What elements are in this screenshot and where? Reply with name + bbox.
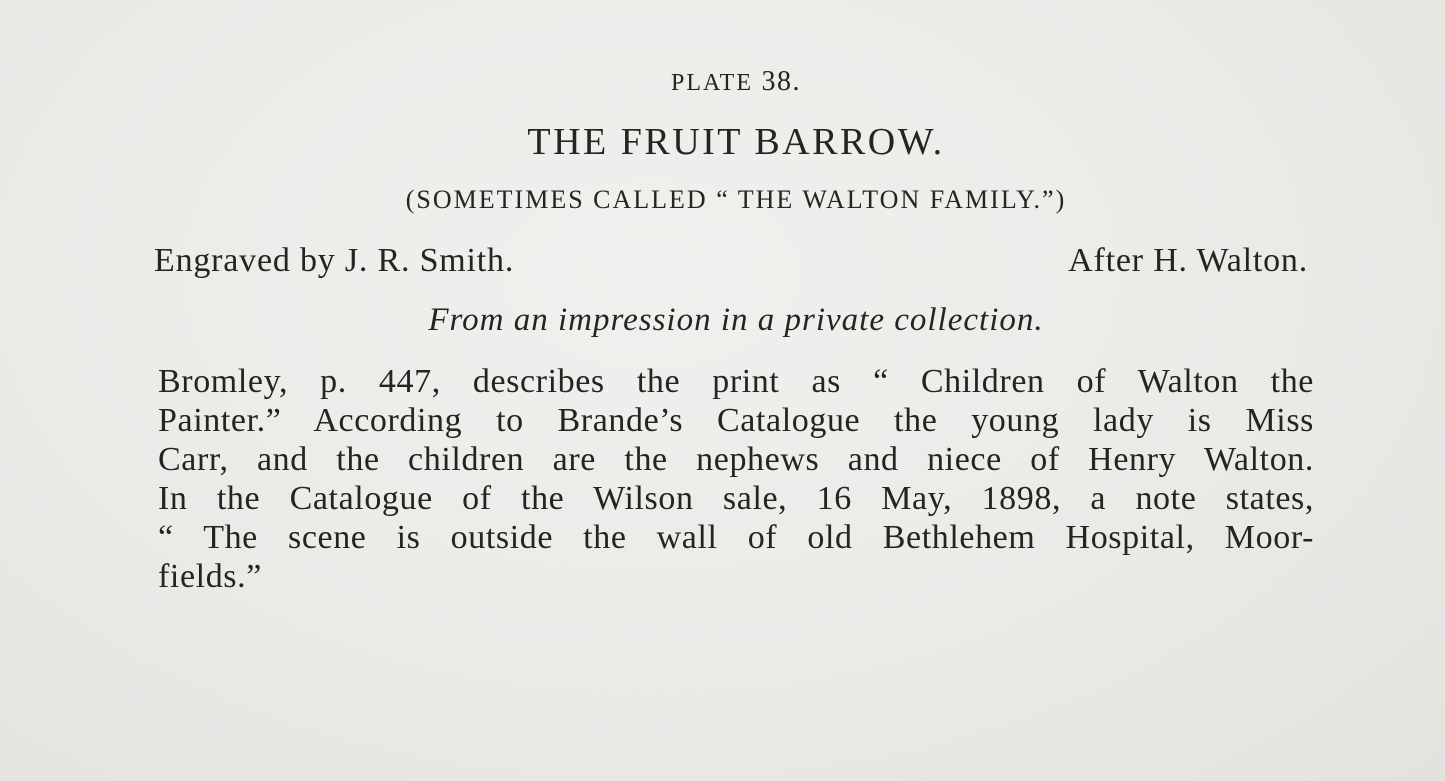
paragraph-line: Bromley, p. 447, describes the print as “ Children of Walton the [158, 363, 1314, 400]
paragraph-line: fields.” [158, 558, 262, 595]
plate-number: 38. [761, 66, 801, 97]
plate-subtitle: (SOMETIMES CALLED “ THE WALTON FAMILY.”) [405, 185, 1067, 214]
paragraph-line: “ The scene is outside the wall of old Bethlehem Hospital, Moor- [158, 519, 1314, 556]
plate-title: THE FRUIT BARROW. [527, 121, 945, 163]
paragraph-line: Painter.” According to Brande’s Catalogue the young lady is Miss [158, 402, 1314, 439]
description-paragraph [158, 362, 1314, 596]
artist-credit: After H. Walton. [1068, 242, 1308, 279]
paragraph-line: In the Catalogue of the Wilson sale, 16 May, 1898, a note states, [158, 480, 1314, 517]
paragraph-line: Carr, and the children are the nephews and niece of Henry Walton. [158, 441, 1314, 478]
source-note: From an impression in a private collection. [428, 302, 1044, 338]
plate-label: PLATE [671, 70, 753, 96]
plate-heading [0, 66, 1445, 98]
engraver-credit: Engraved by J. R. Smith. [154, 242, 515, 279]
